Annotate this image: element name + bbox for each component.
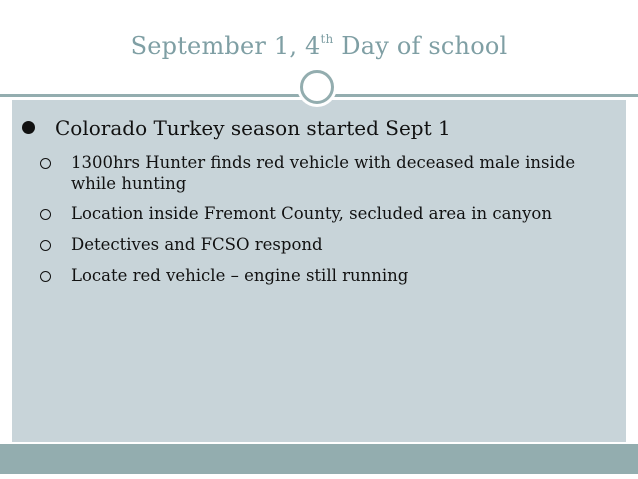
ring-bullet-icon: [40, 240, 51, 251]
sub-bullet-text: 1300hrs Hunter finds red vehicle with deceased male inside while hunting: [71, 153, 576, 193]
title-rest: Day of school: [333, 32, 508, 60]
ring-bullet-icon: [40, 209, 51, 220]
sub-bullet-text: Location inside Fremont County, secluded area in canyon: [71, 204, 552, 223]
bullet-level1-text: Colorado Turkey season started Sept 1: [55, 116, 451, 140]
sub-bullet-text: Locate red vehicle – engine still running: [71, 266, 409, 285]
sub-bullet-text: Detectives and FCSO respond: [71, 235, 323, 254]
footer-band: [0, 444, 638, 474]
ring-bullet-icon: [40, 271, 51, 282]
title-superscript: th: [320, 32, 334, 46]
ring-bullet-icon: [40, 158, 51, 169]
slide-title: [0, 32, 638, 60]
title-main: September 1, 4: [130, 32, 321, 60]
circle-ornament-icon: [300, 70, 334, 104]
bullet-disc-icon: [22, 121, 35, 134]
